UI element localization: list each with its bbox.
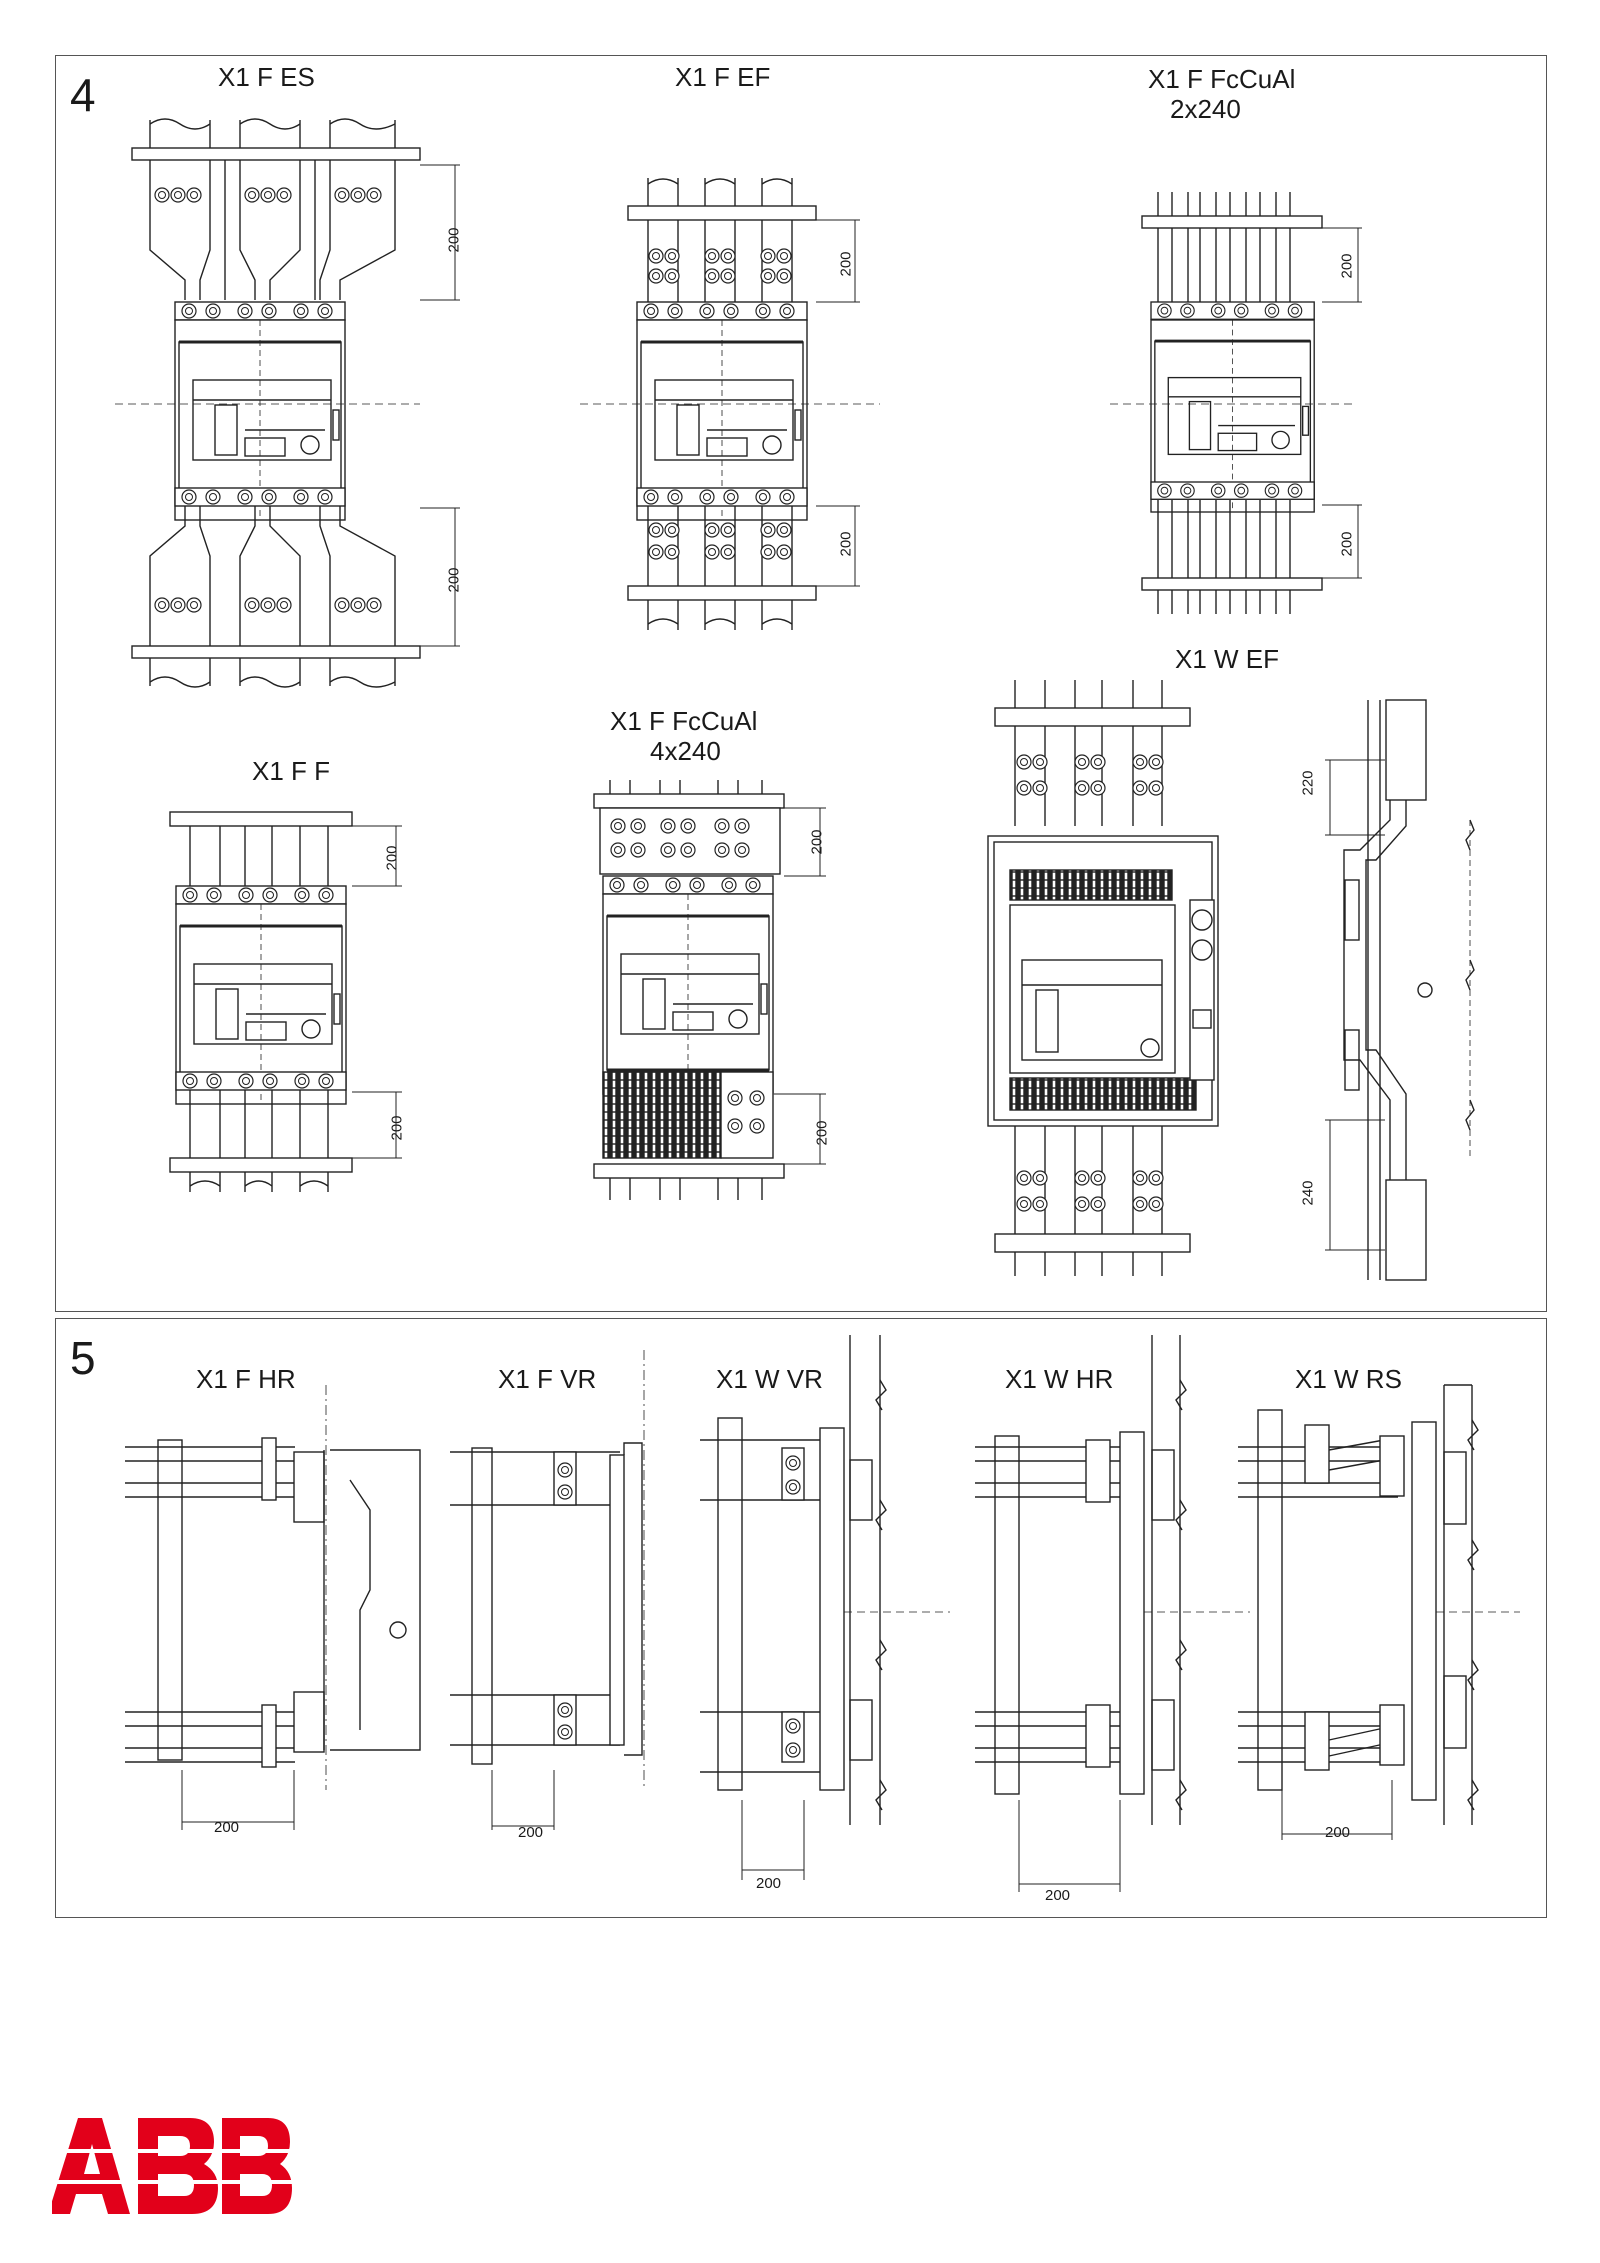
drawing-x1-f-f [170, 812, 402, 1192]
dim-ef-bottom: 200 [837, 531, 855, 557]
abb-logo [52, 2118, 292, 2214]
dim-w-rs: 200 [1325, 1824, 1351, 1841]
drawing-x1-f-vr [450, 1350, 644, 1830]
label-x1-f-f: X1 F F [252, 756, 331, 786]
dim-fc4-top: 200 [808, 829, 826, 855]
label-x1-f-fccual-2x240: X1 F FcCuAl 2x240 [1148, 64, 1296, 124]
dim-f-hr: 200 [214, 1819, 240, 1836]
drawing-x1-w-rs [1238, 1385, 1520, 1840]
drawing-x1-w-ef-side [1325, 700, 1474, 1280]
drawing-x1-f-hr [125, 1385, 420, 1830]
label-x1-w-rs: X1 W RS [1295, 1364, 1402, 1394]
label-x1-w-ef: X1 W EF [1175, 644, 1280, 674]
label-x1-f-fccual-4x240: X1 F FcCuAl 4x240 [610, 706, 758, 766]
dim-ef-top: 200 [837, 251, 855, 277]
dim-fc2-top: 200 [1338, 253, 1356, 279]
drawing-x1-w-vr [700, 1335, 950, 1880]
section-number-4: 4 [70, 69, 96, 121]
section-number-5: 5 [70, 1332, 96, 1384]
drawing-x1-f-ef [580, 178, 880, 630]
dim-fc2-bottom: 200 [1338, 531, 1356, 557]
dim-ff-top: 200 [383, 845, 401, 871]
dim-wef-bottom: 240 [1299, 1180, 1317, 1206]
label-x1-f-ef: X1 F EF [675, 62, 771, 92]
drawing-x1-f-fccual-2x240 [1110, 192, 1362, 614]
label-x1-f-vr: X1 F VR [498, 1364, 597, 1394]
dim-wef-top: 220 [1299, 770, 1317, 796]
dim-es-bottom: 200 [445, 567, 463, 593]
label-x1-f-es: X1 F ES [218, 62, 315, 92]
drawing-x1-f-fccual-4x240 [594, 780, 826, 1200]
dim-w-hr: 200 [1045, 1887, 1071, 1904]
drawing-x1-w-ef [988, 680, 1218, 1276]
label-x1-w-hr: X1 W HR [1005, 1364, 1114, 1394]
dim-ff-bottom: 200 [388, 1115, 406, 1141]
label-x1-w-vr: X1 W VR [716, 1364, 823, 1394]
drawing-x1-w-hr [975, 1335, 1250, 1892]
dim-w-vr: 200 [756, 1875, 782, 1892]
dim-fc4-bottom: 200 [813, 1120, 831, 1146]
label-x1-f-hr: X1 F HR [196, 1364, 296, 1394]
drawing-x1-f-es [115, 119, 460, 687]
dim-f-vr: 200 [518, 1824, 544, 1841]
dim-es-top: 200 [445, 227, 463, 253]
